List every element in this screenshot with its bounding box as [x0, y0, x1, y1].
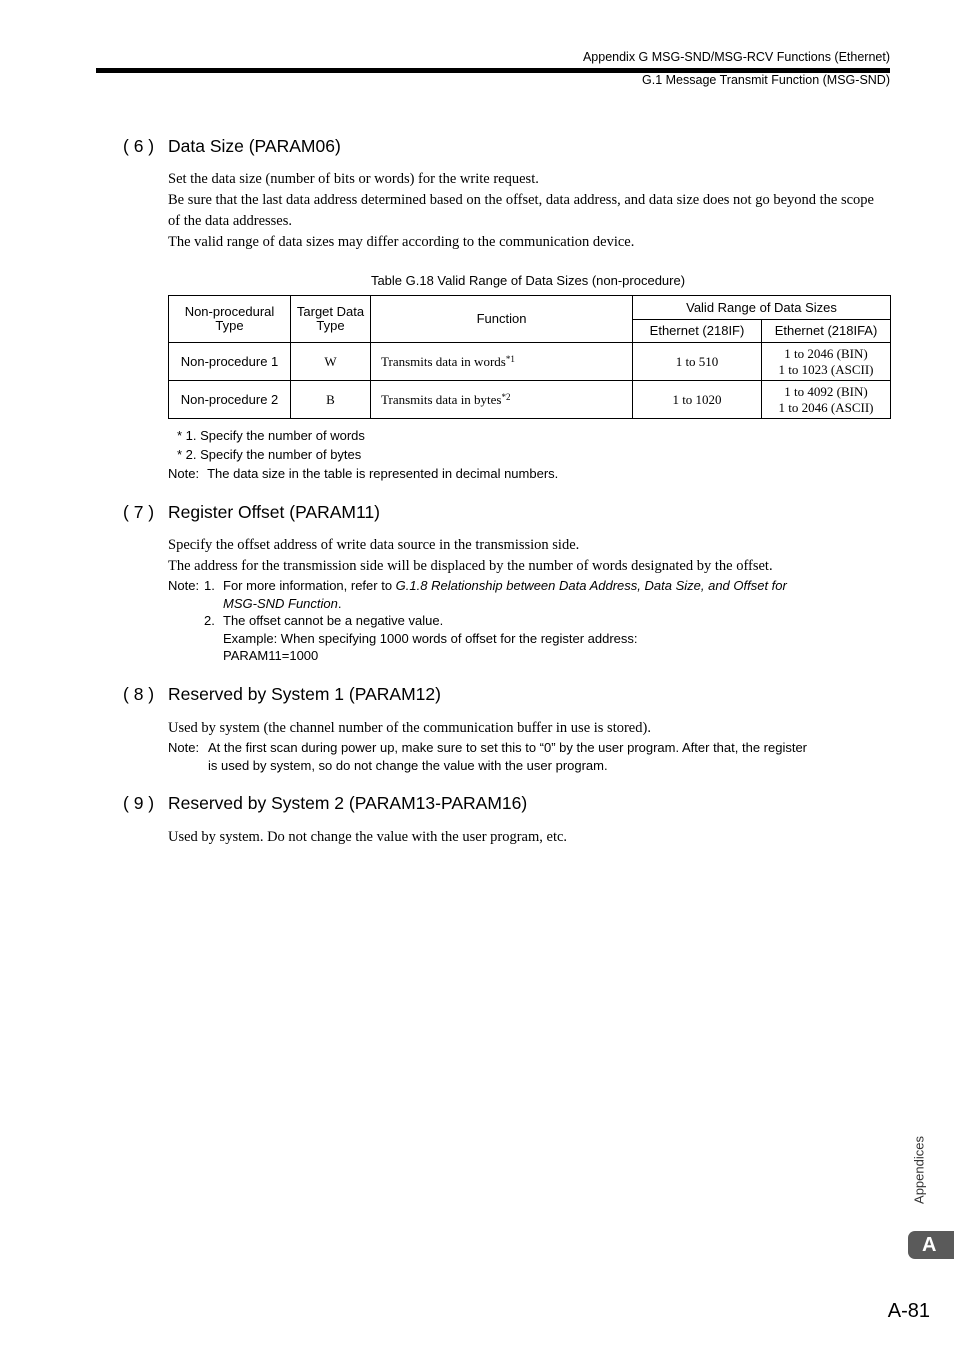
page-number: A-81	[887, 1300, 930, 1322]
cell-target: W	[291, 343, 371, 381]
table-caption: Table G.18 Valid Range of Data Sizes (non-procedure)	[370, 273, 686, 288]
table-row	[169, 343, 891, 381]
paragraph: Specify the offset address of write data source in the transmission side.	[168, 537, 580, 553]
cell-function: Transmits data in words$^{*1}$	[371, 343, 633, 381]
note-text: For more information, refer to G.1.8 Relationship between Data Address, Data Size, and Offset for	[223, 578, 787, 593]
note-index: 1.	[204, 578, 215, 593]
note-label: Note:	[168, 740, 200, 755]
note-text: Example: When specifying 1000 words of offset for the register address:	[223, 630, 638, 646]
section-title: Reserved by System 1 (PARAM12)	[168, 684, 441, 704]
cell-target: B	[291, 381, 371, 419]
paragraph: Set the data size (number of bits or words) for the write request.	[168, 171, 539, 187]
appendices-side-tab: Appendices	[911, 1136, 927, 1204]
section-heading-7	[123, 502, 380, 523]
header-ethernet-218if: Ethernet (218IF)	[633, 320, 762, 343]
cell-eth2: 1 to 4092 (BIN) 1 to 2046 (ASCII)	[762, 381, 891, 419]
section-7-body	[168, 535, 888, 577]
section-number: ( 7 )	[123, 502, 155, 522]
note-text: is used by system, so do not change the value with the user program.	[208, 757, 608, 773]
note-index: 2.	[204, 613, 215, 628]
cell-eth1: 1 to 510	[633, 343, 762, 381]
header-valid-range: Valid Range of Data Sizes	[633, 296, 891, 320]
paragraph: The address for the transmission side will be displaced by the number of words designated by the offset.	[168, 558, 773, 574]
section-title: Data Size (PARAM06)	[168, 136, 341, 156]
paragraph: Used by system. Do not change the value with the user program, etc.	[168, 829, 568, 845]
header-nonproc-type: Non-procedural Type	[169, 296, 291, 343]
section-number: ( 9 )	[123, 793, 155, 813]
section-6-body	[168, 169, 888, 253]
table-footnote-2: * 2. Specify the number of bytes	[177, 447, 362, 462]
section-9-body	[168, 827, 888, 848]
note-label: Note:	[168, 578, 200, 593]
running-header-chapter: Appendix G MSG-SND/MSG-RCV Functions (Ethernet)	[582, 50, 890, 64]
section-heading-9	[123, 793, 527, 814]
section-number: ( 6 )	[123, 136, 155, 156]
header-ethernet-218ifa: Ethernet (218IFA)	[762, 320, 891, 343]
table-footnote-1: * 1. Specify the number of words	[177, 428, 365, 443]
cell-type: Non-procedure 2	[169, 381, 291, 419]
table-row	[169, 381, 891, 419]
section-heading-8	[123, 684, 441, 705]
paragraph: Be sure that the last data address determined based on the offset, data address, and data size does not go beyond the scope of the data addresses.	[168, 192, 874, 229]
cell-type: Non-procedure 1	[169, 343, 291, 381]
appendix-badge: A	[908, 1231, 954, 1259]
table-note: Note: The data size in the table is represented in decimal numbers.	[168, 466, 559, 481]
section-title: Register Offset (PARAM11)	[168, 502, 381, 522]
cell-eth1: 1 to 1020	[633, 381, 762, 419]
note-text: MSG-SND Function.	[223, 595, 342, 611]
cell-eth2: 1 to 2046 (BIN) 1 to 1023 (ASCII)	[762, 343, 891, 381]
note-text: At the first scan during power up, make sure to set this to “0” by the user program. After that, the register	[208, 740, 808, 755]
cell-function: Transmits data in bytes$^{*2}$	[371, 381, 633, 419]
paragraph: The valid range of data sizes may differ according to the communication device.	[168, 234, 635, 250]
table-header-row	[169, 296, 891, 320]
section-number: ( 8 )	[123, 684, 155, 704]
section-title: Reserved by System 2 (PARAM13-PARAM16)	[168, 793, 528, 813]
data-size-table	[168, 295, 891, 419]
note-text: The offset cannot be a negative value.	[223, 613, 444, 628]
section-heading-6	[123, 136, 341, 157]
header-target-data-type: Target Data Type	[291, 296, 371, 343]
header-function: Function	[371, 296, 633, 343]
section-8-body	[168, 718, 888, 739]
running-header-section: G.1 Message Transmit Function (MSG-SND)	[642, 73, 890, 87]
note-text: PARAM11=1000	[223, 648, 319, 663]
paragraph: Used by system (the channel number of the communication buffer in use is stored).	[168, 720, 651, 736]
